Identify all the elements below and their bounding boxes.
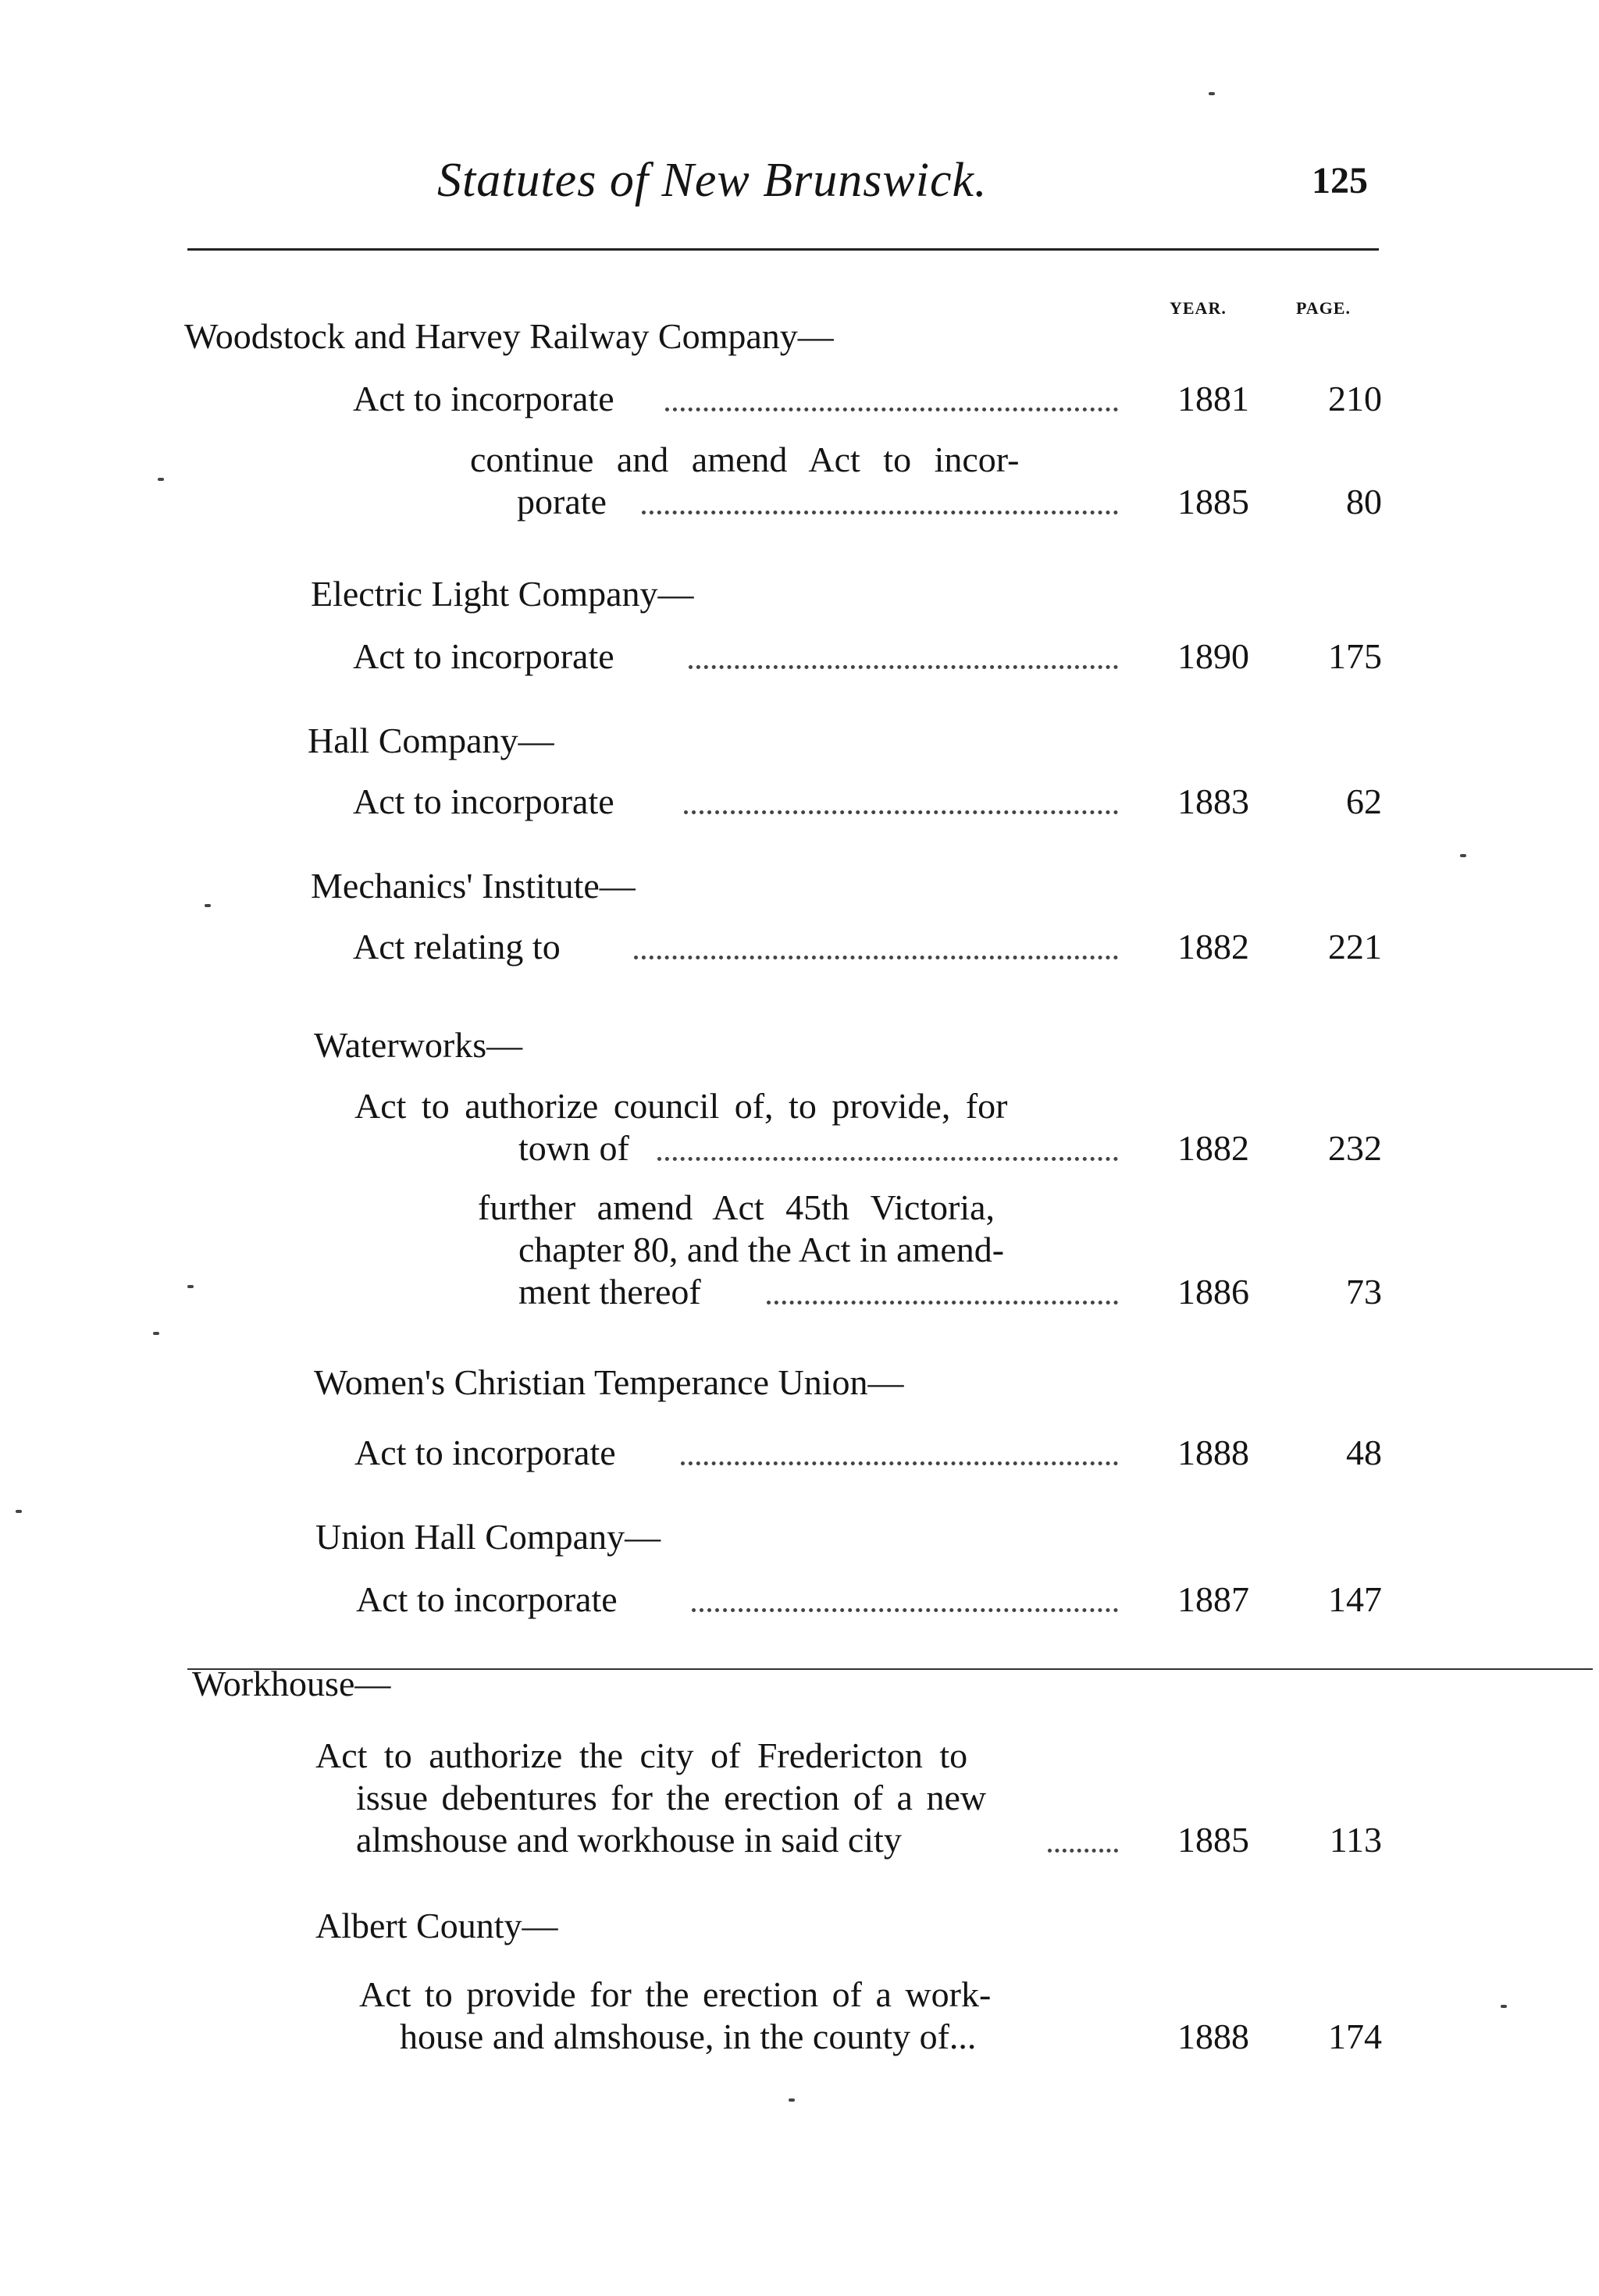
- entry-text: Act to incorporate: [353, 781, 614, 821]
- scan-speck: [187, 1285, 194, 1288]
- entry-text-line: Act to authorize the city of Fredericton to: [315, 1735, 968, 1775]
- entry-text: Act to incorporate: [354, 1433, 616, 1472]
- entry-text-line: issue debentures for the erection of a new: [356, 1778, 987, 1817]
- entry-text-line: chapter 80, and the Act in amend-: [518, 1230, 1005, 1269]
- entry-year: 1882: [1177, 1128, 1249, 1168]
- entry-text: Act to incorporate: [356, 1579, 618, 1619]
- entry-text-line: continue and amend Act to incor-: [470, 440, 1020, 479]
- entry-year: 1885: [1177, 1820, 1249, 1860]
- entry-year: 1883: [1177, 781, 1249, 821]
- leader-dots: [689, 665, 1118, 669]
- leader-dots: [767, 1301, 1118, 1305]
- entry-text-line: further amend Act 45th Victoria,: [478, 1187, 995, 1227]
- entry-page: 48: [1346, 1433, 1382, 1472]
- entry-heading: Mechanics' Institute—: [311, 866, 636, 906]
- scan-speck: [158, 478, 164, 481]
- entry-page: 147: [1328, 1579, 1382, 1619]
- entry-text-line: Act to authorize council of, to provide, for: [354, 1086, 1008, 1126]
- leader-dots: [642, 511, 1118, 514]
- entry-year: 1890: [1177, 636, 1249, 676]
- entry-page: 221: [1328, 927, 1382, 966]
- entry-year: 1881: [1177, 379, 1249, 418]
- entry-page: 232: [1328, 1128, 1382, 1168]
- entry-year: 1888: [1177, 2017, 1249, 2056]
- leader-dots: [1048, 1849, 1118, 1853]
- entry-year: 1887: [1177, 1579, 1249, 1619]
- leader-dots: [692, 1608, 1118, 1612]
- entry-year: 1888: [1177, 1433, 1249, 1472]
- scan-speck: [153, 1332, 159, 1335]
- entry-text: Act to incorporate: [353, 636, 614, 676]
- entry-text-line: almshouse and workhouse in said city: [356, 1820, 902, 1860]
- entry-heading: Albert County—: [315, 1906, 558, 1945]
- entry-text-line: porate: [517, 482, 607, 521]
- entry-heading: Woodstock and Harvey Railway Company—: [184, 316, 834, 356]
- entry-page: 210: [1328, 379, 1382, 418]
- leader-dots: [665, 408, 1118, 411]
- leader-dots: [657, 1157, 1118, 1161]
- entry-heading: Union Hall Company—: [315, 1517, 661, 1557]
- scan-speck: [789, 2098, 795, 2102]
- scan-speck: [1501, 2005, 1507, 2008]
- entry-heading: Waterworks—: [314, 1025, 523, 1065]
- scan-speck: [1460, 854, 1466, 857]
- column-header-page: PAGE.: [1296, 298, 1351, 318]
- entry-heading: Workhouse—: [192, 1664, 391, 1703]
- entry-text: Act to incorporate: [353, 379, 614, 418]
- entry-text: Act relating to: [353, 927, 561, 966]
- scan-speck: [16, 1510, 22, 1513]
- entry-page: 80: [1346, 482, 1382, 521]
- leader-dots: [681, 1461, 1118, 1465]
- column-header-year: YEAR.: [1170, 298, 1227, 318]
- entry-year: 1886: [1177, 1272, 1249, 1312]
- header-rule: [187, 248, 1379, 251]
- section-rule: [187, 1668, 1593, 1670]
- entry-year: 1885: [1177, 482, 1249, 521]
- entry-page: 62: [1346, 781, 1382, 821]
- scan-speck: [205, 904, 211, 907]
- entry-year: 1882: [1177, 927, 1249, 966]
- entry-text-line: town of: [518, 1128, 629, 1168]
- entry-text-line: ment thereof: [518, 1272, 701, 1312]
- entry-heading: Electric Light Company—: [311, 574, 694, 614]
- leader-dots: [684, 810, 1118, 814]
- scan-speck: [1209, 92, 1215, 95]
- entry-heading: Women's Christian Temperance Union—: [314, 1362, 904, 1402]
- entry-page: 174: [1328, 2017, 1382, 2056]
- entry-heading: Hall Company—: [308, 721, 554, 760]
- entry-text-line: house and almshouse, in the county of...: [400, 2017, 977, 2056]
- entry-page: 175: [1328, 636, 1382, 676]
- entry-page: 73: [1346, 1272, 1382, 1312]
- entry-text-line: Act to provide for the erection of a work-: [359, 1974, 992, 2014]
- running-title: Statutes of New Brunswick.: [437, 154, 988, 207]
- leader-dots: [634, 956, 1118, 959]
- page-number: 125: [1312, 160, 1368, 201]
- entry-page: 113: [1329, 1820, 1382, 1860]
